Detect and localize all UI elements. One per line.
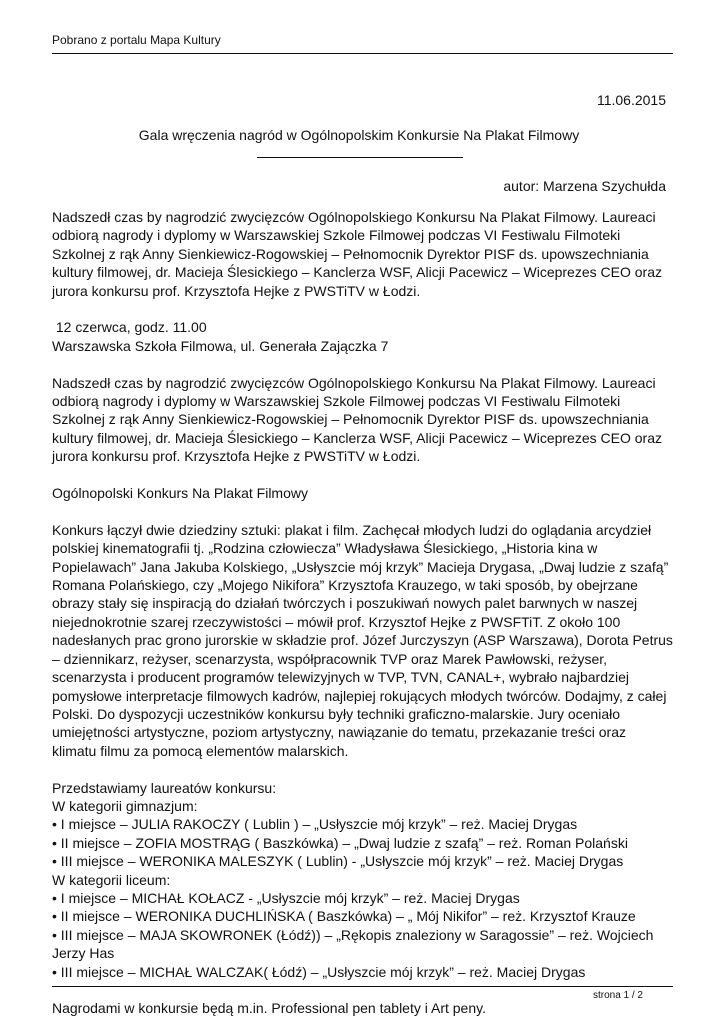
category-title: W kategorii liceum: [52, 871, 171, 888]
laureate-item: • III miejsce – WERONIKA MALESZYK ( Lublin) - „Usłyszcie mój krzyk” – reż. Maciej Drygas [52, 853, 624, 870]
laureate-item: • II miejsce – WERONIKA DUCHLIŃSKA ( Baszkówka) – „ Mój Nikifor” – reż. Krzysztof Krauze [52, 908, 636, 925]
laureate-item: • II miejsce – ZOFIA MOSTRĄG ( Baszkówka) – „Dwaj ludzie z szafą” – reż. Roman Polański [52, 834, 628, 851]
laureate-item: • I miejsce – JULIA RAKOCZY ( Lublin ) – „Usłyszcie mój krzyk” – reż. Maciej Drygas [52, 816, 578, 833]
category-title: W kategorii gimnazjum: [52, 797, 198, 814]
article-date: 11.06.2015 [596, 92, 666, 108]
section-title: Ogólnopolski Konkurs Na Plakat Filmowy [52, 485, 308, 502]
paragraph-prizes: Nagrodami w konkursie będą m.in. Professional pen tablety i Art peny. [52, 1000, 486, 1017]
paragraph-repeat: Nadszedł czas by nagrodzić zwycięzców Ogólnopolskiego Konkursu Na Plakat Filmowy. Laureaci odbiorą nagrody i dyplomy w Warszawskiej Szkole Filmowej podczas VI Festiwalu Filmoteki Szkolnej z rąk Anny Sienkiewicz-Rogowskiej – Pełnomocnik Dyrektor PISF ds. upowszechniania kultury filmowej, dr. Macieja Ślesickiego – Kanclerza WSF, Alicji Pacewicz – Wiceprezes CEO oraz jurora konkursu prof. Krzysztofa Hejke z PWSTiTV w Łodzi. [52, 374, 662, 465]
paragraph-contest: Konkurs łączył dwie dziedziny sztuki: plakat i film. Zachęcał młodych ludzi do oglądania arcydzieł polskiej kinematografii tj. „Rodzina człowiecza” Władysława Ślesickiego, „Historia kina w Popielawach” Jana Jakuba Kolskiego, „Usłyszcie mój krzyk” Macieja Drygasa, „Dwaj ludzie z szafą” Romana Polańskiego, czy „Mojego Nikifora” Krzysztofa Krauzego, w taki sposób, by obejrzane obrazy stały się inspiracją do działań twórczych i poszukiwań nowych palet barwnych w naszej niejednokrotnie szarej rzeczywistości – mówił prof. Krzysztof Hejke z PWSFTiT. Z około 100 nadesłanych prac grono jurorskie w składzie prof. Józef Jurczyszyn (ASP Warszawa), Dorota Petrus – dziennikarz, reżyser, scenarzysta, współpracownik TVP oraz Marek Pawłowski, reżyser, scenarzysta i producent programów telewizyjnych w TVP, TVN, CANAL+, wybrało najbardziej pomysłowe interpretacje filmowych kadrów, najlepiej rokujących młodych twórców. Dodajmy, z całej Polski. Do dyspozycji uczestników konkursu były techniki graficzno-malarskie. Jury oceniało umiejętności artystyczne, poziom artystyczny, nawiązanie do tematu, przekazanie treści oraz klimatu filmu za pomocą elementów malarskich. [52, 521, 673, 759]
header-divider [52, 53, 673, 54]
page-number: strona 1 / 2 [592, 990, 643, 1001]
article-title: Gala wręczenia nagród w Ogólnopolskim Konkursie Na Plakat Filmowy [138, 127, 580, 143]
event-time: 12 czerwca, godz. 11.00 [52, 319, 207, 336]
laureate-item: • I miejsce – MICHAŁ KOŁACZ - „Usłyszcie mój krzyk” – reż. Maciej Drygas [52, 889, 520, 906]
article-author: autor: Marzena Szychułda [503, 178, 666, 194]
article-body [52, 208, 673, 1036]
event-place: Warszawska Szkoła Filmowa, ul. Generała Zajączka 7 [52, 337, 389, 354]
laureates-list [52, 779, 673, 981]
event-details [52, 318, 673, 355]
laureates-intro: Przedstawiamy laureatów konkursu: [52, 779, 277, 796]
page-header-source: Pobrano z portalu Mapa Kultury [52, 33, 221, 47]
footer-divider [52, 986, 673, 987]
paragraph-intro: Nadszedł czas by nagrodzić zwycięzców Ogólnopolskiego Konkursu Na Plakat Filmowy. Laureaci odbiorą nagrody i dyplomy w Warszawskiej Szkole Filmowej podczas VI Festiwalu Filmoteki Szkolnej z rąk Anny Sienkiewicz-Rogowskiej – Pełnomocnik Dyrektor PISF ds. upowszechniania kultury filmowej, dr. Macieja Ślesickiego – Kanclerza WSF, Alicji Pacewicz – Wiceprezes CEO oraz jurora konkursu prof. Krzysztofa Hejke z PWSTiTV w Łodzi. [52, 209, 662, 299]
laureate-item: • III miejsce – MAJA SKOWRONEK (Łódź)) – „Rękopis znaleziony w Saragossie” – reż. Wojciech Jerzy Has [52, 926, 654, 962]
laureate-item: • III miejsce – MICHAŁ WALCZAK( Łódź) – „Usłyszcie mój krzyk” – reż. Maciej Drygas [52, 963, 586, 980]
title-underline [257, 157, 463, 158]
